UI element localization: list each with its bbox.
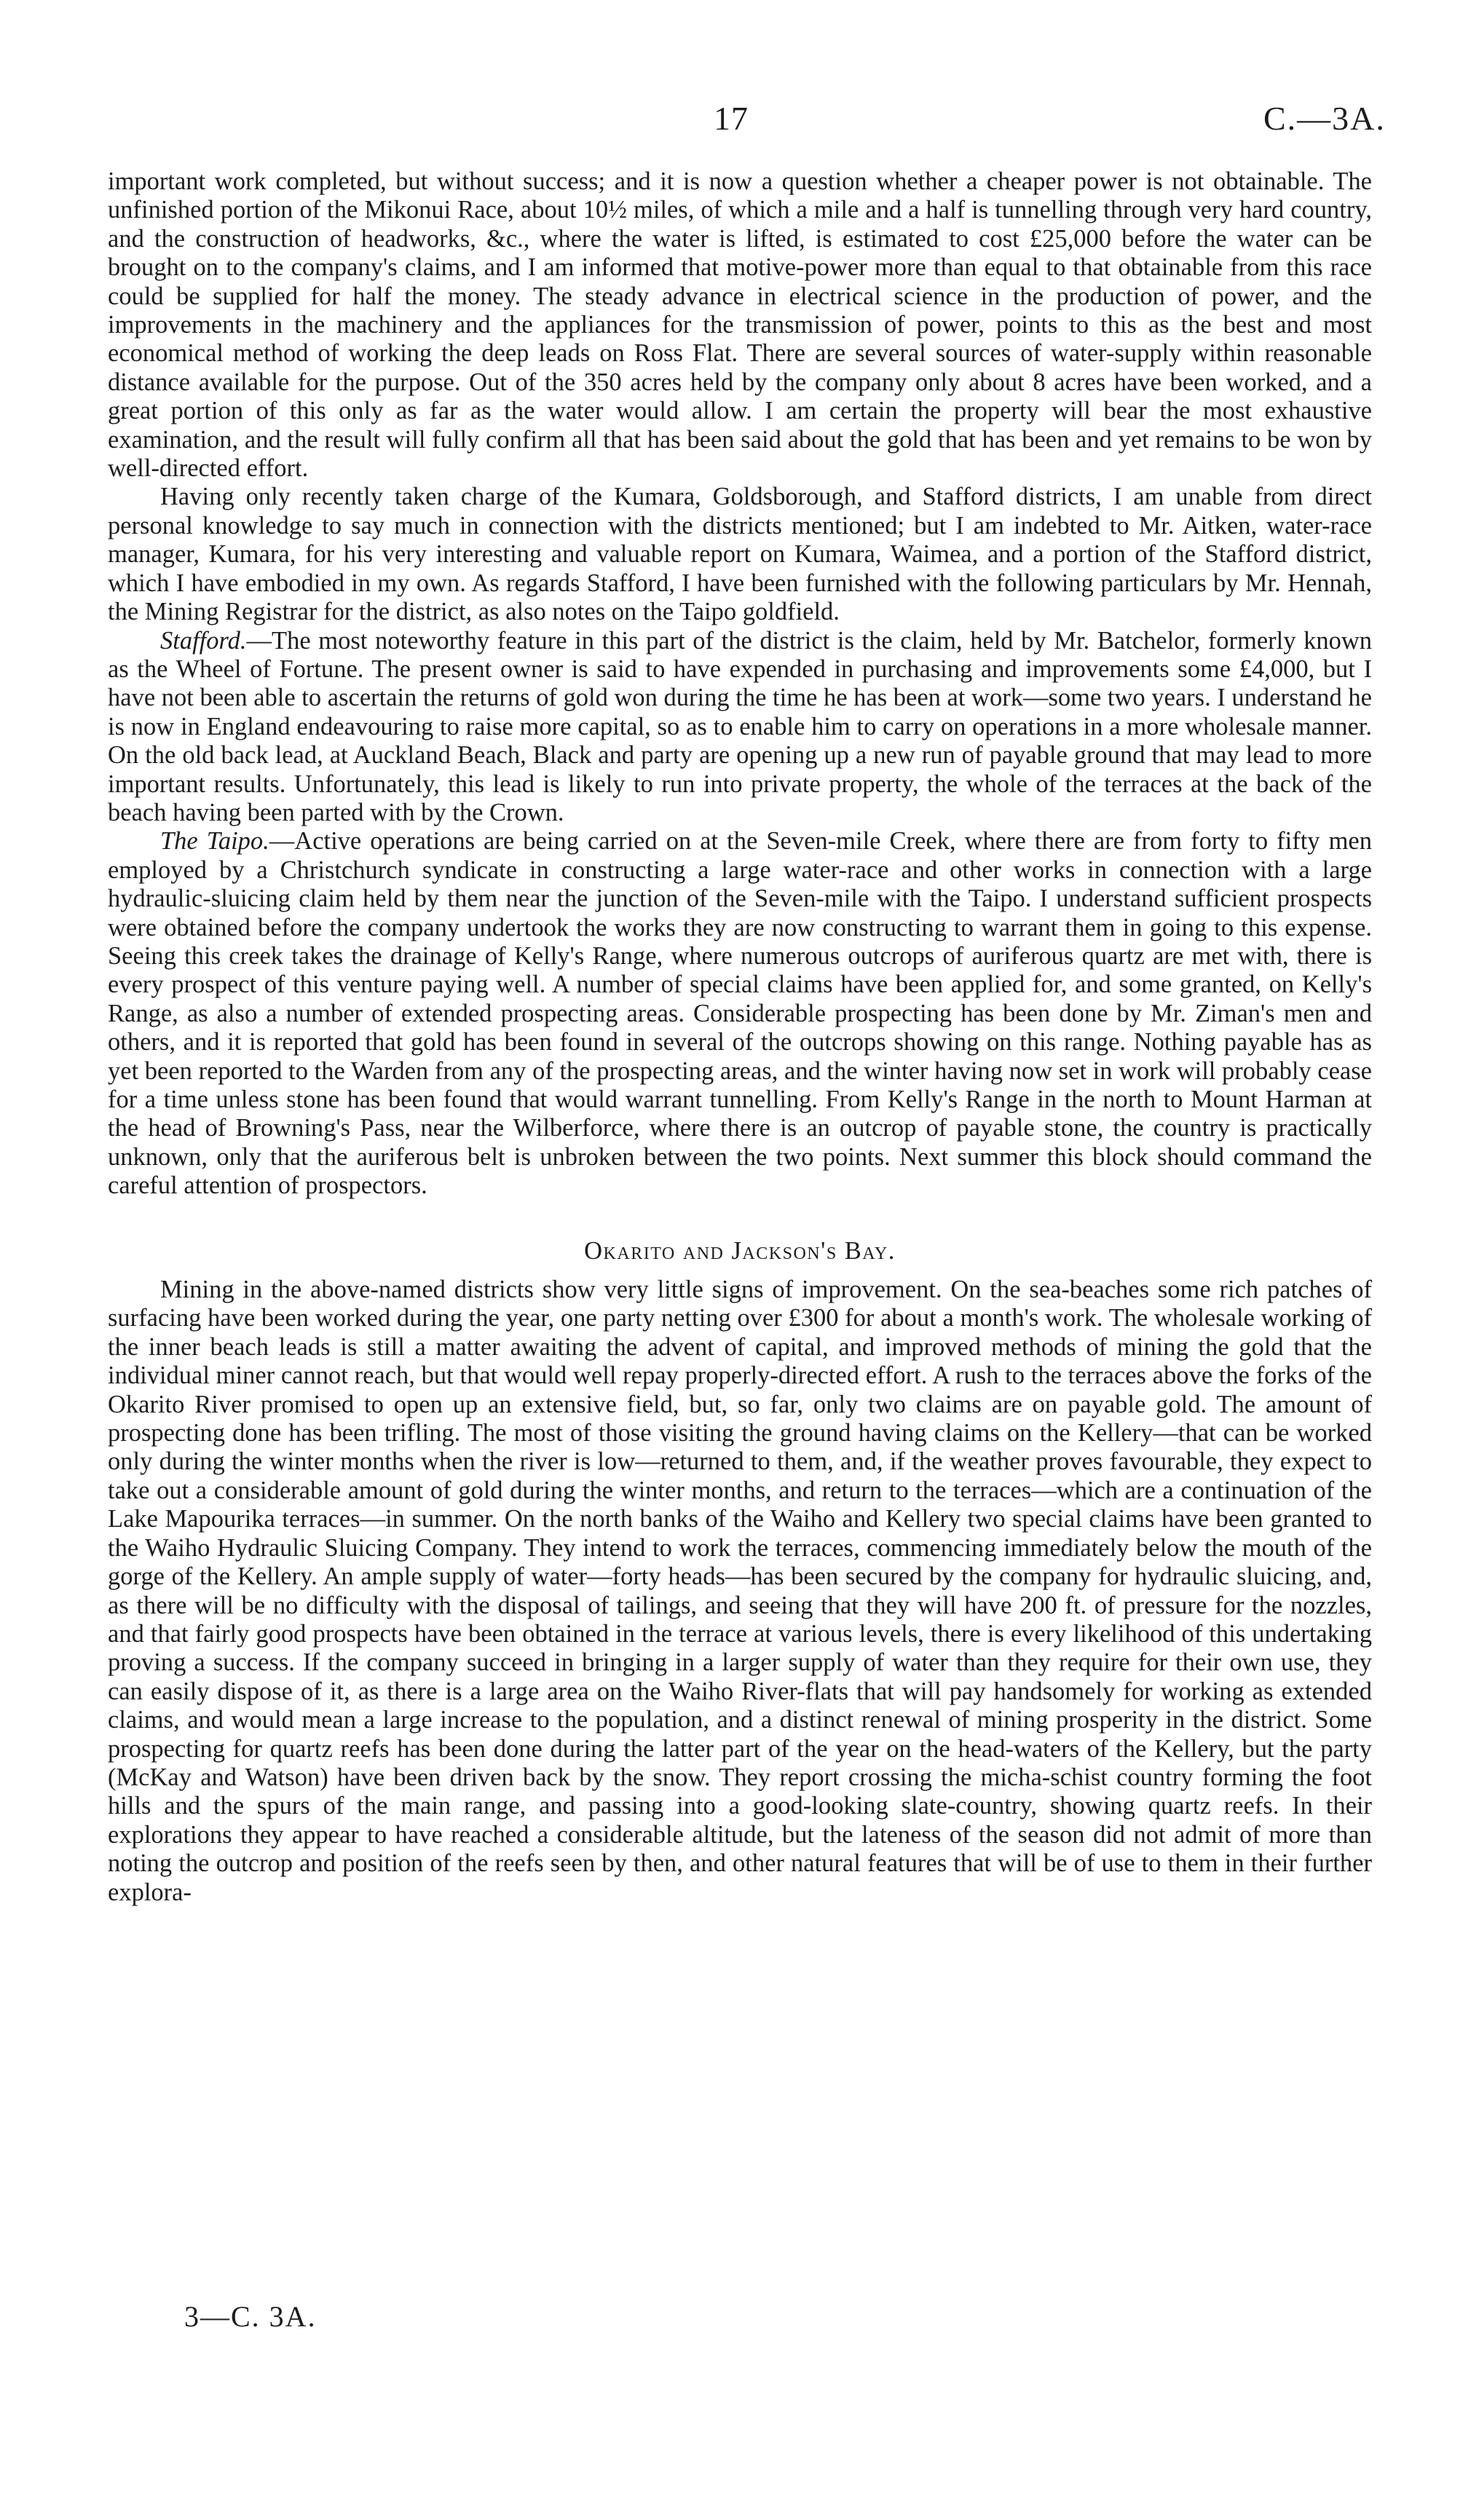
taipo-label: The Taipo. — [160, 827, 269, 856]
document-reference: C.—3A. — [1263, 100, 1386, 137]
paragraph-mikonui-race: important work completed, but without success; and it is now a question whether a cheaper power is not obtainable. The unfinished portion of the Mikonui Race, about 10½ miles, of which a mile and a half is tunnelling through very hard country, and the construction of headworks, &c., where the water is lifted, is estimated to cost £25,000 before the water can be brought on to the company's claims, and I am informed that motive-power more than equal to that obtainable from this race could be supplied for half the money. The steady advance in electrical science in the production of power, and the improvements in the machinery and the appliances for the transmission of power, points to this as the best and most economical method of working the deep leads on Ross Flat. There are several sources of water-supply within reasonable distance available for the purpose. Out of the 350 acres held by the company only about 8 acres have been worked, and a great portion of this only as far as the water would allow. I am certain the property will bear the most exhaustive examination, and the result will fully confirm all that has been said about the gold that has been and yet remains to be won by well-directed effort. — [108, 167, 1372, 483]
paragraph-kumara-districts: Having only recently taken charge of the Kumara, Goldsborough, and Stafford districts, I am unable from direct personal knowledge to say much in connection with the districts mentioned; but I am indebted to Mr. Aitken, water-race manager, Kumara, for his very interesting and valuable report on Kumara, Waimea, and a portion of the Stafford district, which I have embodied in my own. As regards Stafford, I have been furnished with the following particulars by Mr. Hennah, the Mining Registrar for the district, as also notes on the Taipo goldfield. — [108, 483, 1372, 626]
paragraph-okarito: Mining in the above-named districts show very little signs of improvement. On the sea-beaches some rich patches of surfacing have been worked during the year, one party netting over £300 for about a month's work. The wholesale working of the inner beach leads is still a matter awaiting the advent of capital, and improved methods of mining the gold that the individual miner cannot reach, but that would well repay properly-directed effort. A rush to the terraces above the forks of the Okarito River promised to open up an extensive field, but, so far, only two claims are on payable gold. The amount of prospecting done has been trifling. The most of those visiting the ground having claims on the Kellery—that can be worked only during the winter months when the river is low—returned to them, and, if the weather proves favourable, they expect to take out a considerable amount of gold during the winter months, and return to the terraces—which are a continuation of the Lake Mapourika terraces—in summer. On the north banks of the Waiho and Kellery two special claims have been granted to the Waiho Hydraulic Sluicing Company. They intend to work the terraces, commencing immediately below the mouth of the gorge of the Kellery. An ample supply of water—forty heads—has been secured by the company for hydraulic sluicing, and, as there will be no difficulty with the disposal of tailings, and seeing that they will have 200 ft. of pressure for the nozzles, and that fairly good prospects have been obtained in the terrace at various levels, there is every likelihood of this undertaking proving a success. If the company succeed in bringing in a larger supply of water than they require for their own use, they can easily dispose of it, as there is a large area on the Waiho River-flats that will pay handsomely for working as extended claims, and would mean a large increase to the population, and a distinct renewal of mining prosperity in the district. Some prospecting for quartz reefs has been done during the latter part of the year on the head-waters of the Kellery, but the party (McKay and Watson) have been driven back by the snow. They report crossing the micha-schist country forming the foot hills and the spurs of the main range, and passing into a good-looking slate-country, showing quartz reefs. In their explorations they appear to have reached a considerable altitude, but the lateness of the season did not admit of more than noting the outcrop and position of the reefs seen by then, and other natural features that will be of use to them in their further explora- — [108, 1276, 1372, 1906]
page-signature: 3—C. 3A. — [184, 2300, 317, 2333]
page-number: 17 — [714, 100, 749, 137]
stafford-text: —The most noteworthy feature in this part of the district is the claim, held by Mr. Batchelor, formerly known as the Wheel of Fortune. The present owner is said to have expended in purchasing and improvements some £4,000, but I have not been able to ascertain the returns of gold won during the time he has been at work—some two years. I understand he is now in England endeavouring to raise more capital, so as to enable him to carry on operations in a more wholesale manner. On the old back lead, at Auckland Beach, Black and party are opening up a new run of payable ground that may lead to more important results. Unfortunately, this lead is likely to run into private property, the whole of the terraces at the back of the beach having been parted with by the Crown. — [108, 626, 1372, 826]
section-heading-okarito: Okarito and Jackson's Bay. — [584, 1236, 896, 1265]
paragraph-taipo — [108, 827, 1372, 1200]
stafford-label: Stafford. — [160, 626, 247, 655]
taipo-text: —Active operations are being carried on at the Seven-mile Creek, where there are from forty to fifty men employed by a Christchurch syndicate in constructing a large water-race and other works in connection with a large hydraulic-sluicing claim held by them near the junction of the Seven-mile with the Taipo. I understand sufficient prospects were obtained before the company undertook the works they are now constructing to warrant them in going to this expense. Seeing this creek takes the drainage of Kelly's Range, where numerous outcrops of auriferous quartz are met with, there is every prospect of this venture paying well. A number of special claims have been applied for, and some granted, on Kelly's Range, as also a number of extended prospecting areas. Considerable prospecting has been done by Mr. Ziman's men and others, and it is reported that gold has been found in several of the outcrops showing on this range. Nothing payable has as yet been reported to the Warden from any of the prospecting areas, and the winter having now set in work will probably cease for a time unless stone has been found that would warrant tunnelling. From Kelly's Range in the north to Mount Harman at the head of Browning's Pass, near the Wilberforce, where there is an outcrop of payable stone, the country is practically unknown, only that the auriferous belt is unbroken between the two points. Next summer this block should command the careful attention of prospectors. — [108, 827, 1372, 1200]
paragraph-stafford — [108, 627, 1372, 828]
body-text — [108, 167, 1372, 1907]
